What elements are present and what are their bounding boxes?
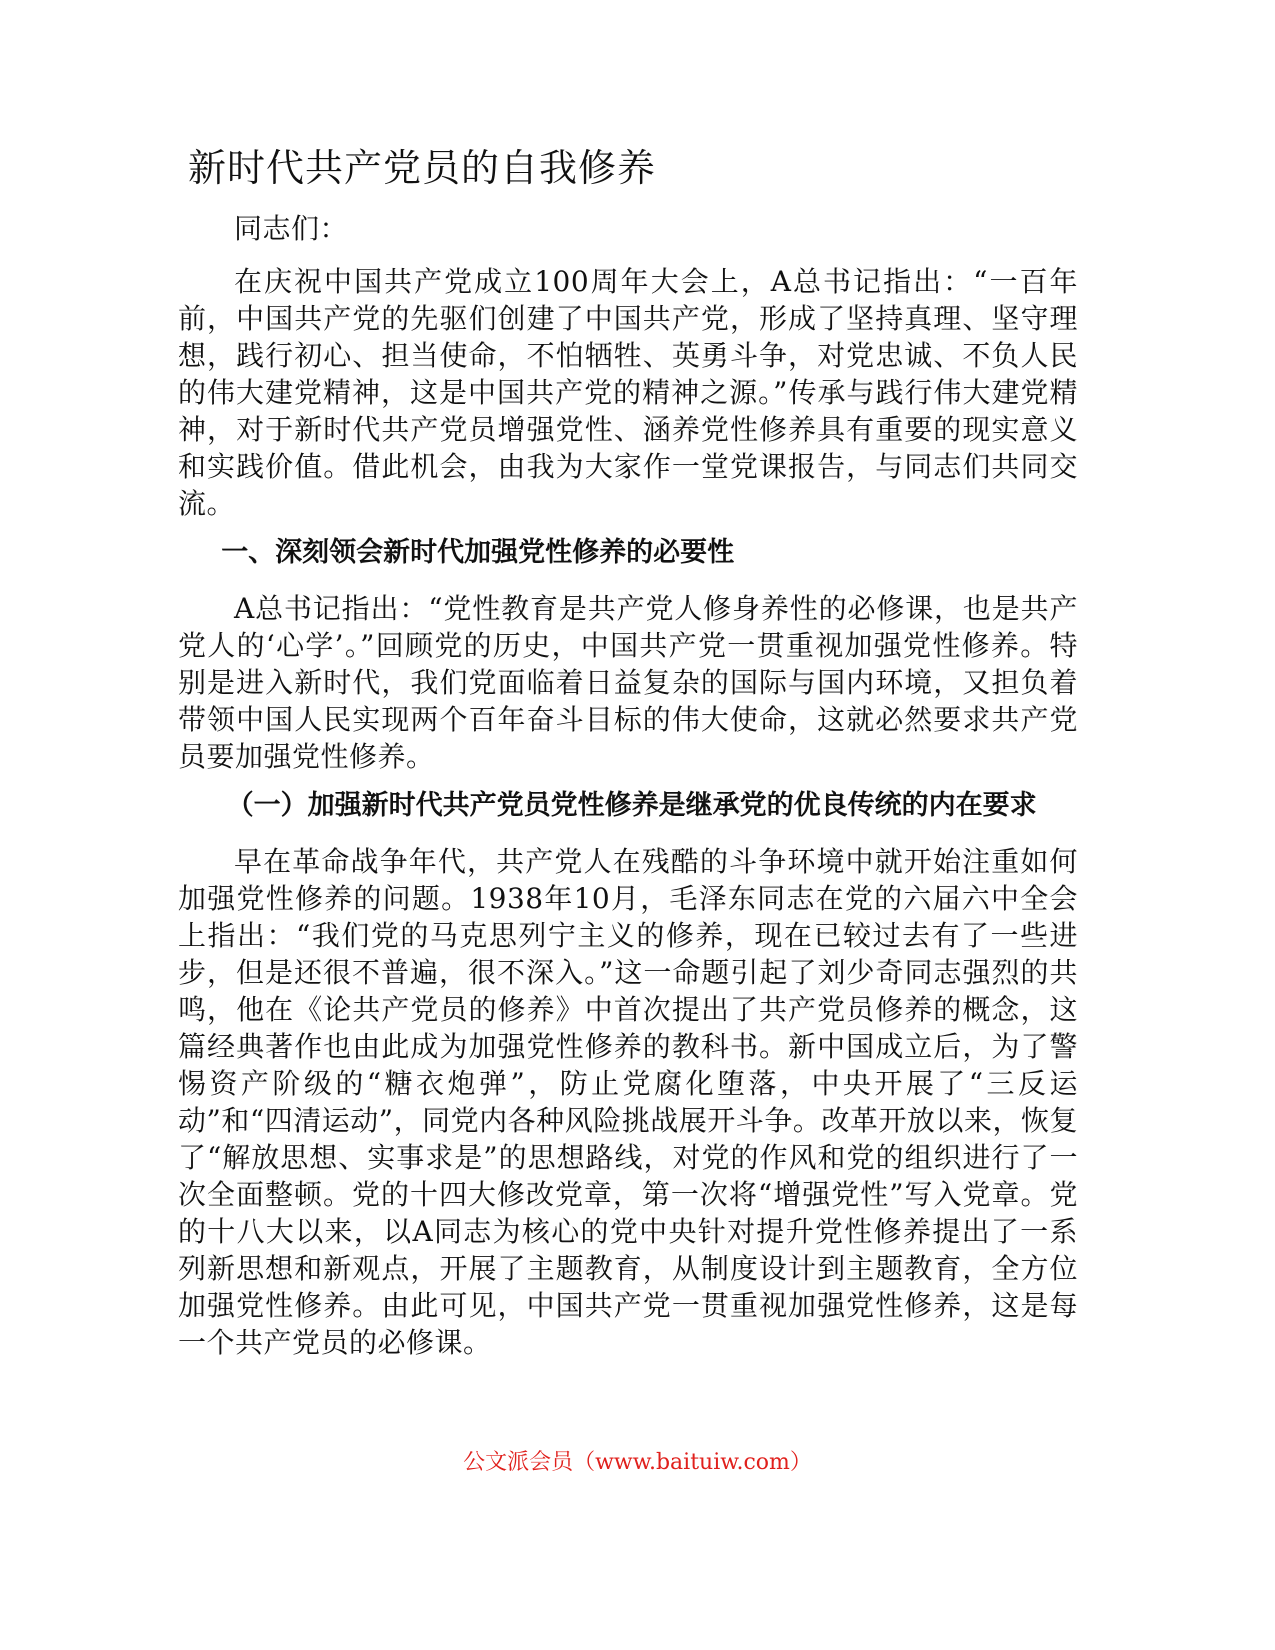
document-title: 新时代共产党员的自我修养 [188,146,657,190]
paragraph-subsection-1: 早在革命战争年代，共产党人在残酷的斗争环境中就开始注重如何加强党性修养的问题。1938年10月，毛泽东同志在党的六届六中全会上指出：“我们党的马克思列宁主义的修养，现在已较过去有了一些进步，但是还很不普遍，很不深入。”这一命题引起了刘少奇同志强烈的共鸣，他在《论共产党员的修养》中首次提出了共产党员修养的概念，这篇经典著作也由此成为加强党性修养的教科书。新中国成立后，为了警惕资产阶级的“糖衣炮弹”，防止党腐化堕落，中央开展了“三反运动”和“四清运动”，同党内各种风险挑战展开斗争。改革开放以来，恢复了“解放思想、实事求是”的思想路线，对党的作风和党的组织进行了一次全面整顿。党的十四大修改党章，第一次将“增强党性”写入党章。党的十八大以来，以A同志为核心的党中央针对提升党性修养提出了一系列新思想和新观点，开展了主题教育，从制度设计到主题教育，全方位加强党性修养。由此可见，中国共产党一贯重视加强党性修养，这是每一个共产党员的必修课。 [178,845,1078,1359]
section-heading-1: 一、深刻领会新时代加强党性修养的必要性 [221,537,735,568]
footer-watermark: 公文派会员（www.baituiw.com） [463,1450,812,1475]
paragraph-intro: 在庆祝中国共产党成立100周年大会上，A总书记指出：“一百年前，中国共产党的先驱们创建了中国共产党，形成了坚持真理、坚守理想，践行初心、担当使命，不怕牺牲、英勇斗争，对党忠诚、不负人民的伟大建党精神，这是中国共产党的精神之源。”传承与践行伟大建党精神，对于新时代共产党员增强党性、涵养党性修养具有重要的现实意义和实践价值。借此机会，由我为大家作一堂党课报告，与同志们共同交流。 [178,265,1078,520]
subsection-heading-1: （一）加强新时代共产党员党性修养是继承党的优良传统的内在要求 [226,790,1037,821]
document-page [178,140,1078,1373]
paragraph-section-1: A总书记指出：“党性教育是共产党人修身养性的必修课，也是共产党人的‘心学’。”回顾党的历史，中国共产党一贯重视加强党性修养。特别是进入新时代，我们党面临着日益复杂的国际与国内环境，又担负着带领中国人民实现两个百年奋斗目标的伟大使命，这就必然要求共产党员要加强党性修养。 [178,592,1078,773]
greeting: 同志们： [234,212,349,245]
